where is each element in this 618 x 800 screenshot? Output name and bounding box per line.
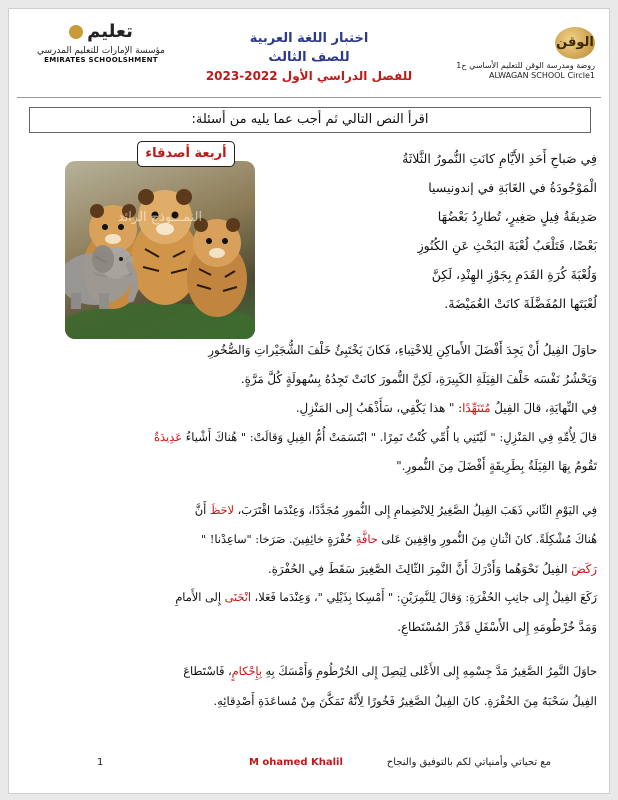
highlighted-word: لاحَظَ — [209, 504, 234, 517]
alwagan-logo-icon: الوقن — [555, 27, 595, 59]
story-line: الْمَوْجُودَةُ في الغَابَةِ في إندونيسيا — [428, 180, 597, 195]
taleem-logo-text: تعليم — [87, 21, 133, 42]
org-name-en: EMIRATES SCHOOLSHMENT — [44, 56, 158, 64]
author-name: M ohamed Khalil — [249, 757, 343, 768]
story-line — [154, 430, 597, 444]
highlighted-word: رَكَضَ — [571, 562, 597, 576]
school-name-ar: روضة ومدرسة الوقن للتعليم الأساسي ح1 — [456, 61, 595, 70]
org-logo-left — [21, 21, 181, 64]
story-line — [175, 591, 597, 604]
line-text: قالَ لِأُمِّهِ فِي المَنْزِلِ: " لَيْتَنِي يا أُمِّي كُنْتُ نَمِرًا. " ابْتَسَمَتْ أُمُّ الفِيلِ وَقالَتْ: " هُناكَ أَشْياءُ — [182, 430, 597, 444]
story-line — [201, 533, 597, 546]
header-divider — [17, 97, 601, 98]
story-line: الفِيلُ سَحْبَهُ مِنَ الحُفْرَةِ. كانَ الفِيلُ الصَّغِيرُ فَخُورًا لِأَنَّهُ تَمَكَّنَ مِنْ مُساعَدَةِ أَصْدِقائِهِ. — [213, 694, 597, 708]
story-line: بَعْضًا، فَتَلْعَبُ لُعْبَةَ البَحْثِ عَنِ الكُنُوزِ — [417, 238, 597, 253]
highlighted-word: عَدِيدَةٌ — [153, 430, 183, 444]
line-text: الفِيلُ نَحْوَهُما وَأَدْرَكَ أَنَّ النَّمِرَ الثّالِثَ الصَّغِيرَ سَقَطَ فِي الحُفْرَةِ. — [267, 562, 572, 576]
story-line: صَدِيقَةٌ فِيلٍ صَغِيرٍ، تُطارِدُ بَعْضُهَا — [437, 209, 597, 224]
line-text: هُناكَ مُشْكِلَةً. كانَ اثْنانِ مِنَ النُّمورِ واقِفِينَ عَلى — [377, 533, 597, 546]
story-line: فِي صَباحِ أَحَدِ الأَيَّامِ كانَتِ النُّمورُ الثَّلاثَةُ — [402, 151, 597, 166]
line-text: فِي اليَوْمِ الثّاني ذَهَبَ الفِيلُ الصَّغِيرُ لِلانْضِمامِ إِلى النُّمورِ مُجَدَّدًا، وَعِنْدَما اقْتَرَبَ، — [233, 504, 597, 517]
exam-title: اختبار اللغة العربية — [249, 31, 369, 46]
story-line — [296, 401, 597, 415]
page-header — [9, 9, 609, 101]
line-text: رَكَعَ الفِيلُ إِلى جانِبِ الحُفْرَةِ: وَقالَ لِلنَّمِرَيْنِ: " أَمْسِكا بِذَيْلِي "، وَعِنْدَما فَعَلا، — [250, 591, 597, 604]
line-text: ، فَاسْتَطاعَ — [183, 665, 232, 678]
tiger-cub-right — [187, 218, 247, 317]
line-text: أَنَّ — [194, 504, 210, 517]
exam-grade: للصف الثالث — [268, 50, 350, 65]
school-name-en: ALWAGAN SCHOOL Circle1 — [488, 71, 595, 80]
story-line — [268, 562, 597, 576]
highlighted-word: انْحَنَى — [224, 591, 251, 604]
story-line: وَمَدَّ خُرْطُومَهِ إِلى الأَسْفَلِ قَدْرَ المُسْتَطاعِ. — [397, 620, 597, 634]
story-line: حاوَلَ الفِيلُ أَنْ يَجِدَ أَفْضَلَ الأَماكِنِ لِلاخْتِباءِ، فَكانَ يَخْتَبِئُ خَلْفَ الشُّجَيْراتِ وَالصُّخُورِ — [208, 343, 597, 357]
exam-page — [8, 8, 610, 794]
story-line: وَيَحْشُرُ نَفْسَه خَلْفَ الفِيَلَةِ الكَبِيرَةِ، لَكِنَّ النُّمورَ كانَتْ تَجِدُهُ بِسُهولَةٍ كُلَّ مَرَّةٍ. — [240, 372, 597, 386]
watermark-text: النمـــوذج الرائد — [117, 210, 203, 225]
line-text: : " هذا يَكْفِي، سَأَذْهَبُ إِلى المَنْزِلِ. — [295, 401, 463, 415]
taleem-logo — [69, 21, 133, 42]
line-text: حاوَلَ النَّمِرُ الصَّغِيرُ مَدَّ جِسْمِهِ إِلى الأَعْلى لِيَصِلَ إِلى الخُرْطُومِ وَأَمْسَكَ بِهِ — [261, 665, 597, 678]
highlighted-word: مُتَنَهِّدًا — [462, 401, 491, 415]
closing-wish: مع تحياتي وأمنياتي لكم بالتوفيق والنجاح — [386, 757, 551, 768]
school-logo-right — [455, 27, 595, 80]
highlighted-word: بِإِحْكامٍ — [231, 665, 262, 678]
highlighted-word: حافَّةِ — [355, 533, 378, 546]
story-line — [183, 665, 597, 678]
org-name-ar: مؤسسة الإمارات للتعليم المدرسي — [37, 46, 165, 56]
taleem-dot-icon — [69, 25, 83, 39]
exam-term: للفصل الدراسي الأول 2022-2023 — [205, 69, 413, 83]
tiger-elephant-illustration — [65, 161, 255, 339]
page-footer — [9, 751, 609, 775]
line-text: فِي النِّهايَةِ، قالَ الفِيلُ — [490, 401, 597, 415]
story-line — [195, 504, 597, 517]
story-line: وَلُعْبَةَ كُرَةِ القَدَمِ بِجَوْزِ الهِنْدِ، لَكِنَّ — [431, 267, 597, 282]
instruction-box: اقرأ النص التالي ثم أجب عما يليه من أسئلة: — [29, 107, 591, 133]
tiger-cubs-image — [65, 161, 255, 339]
story-title-box: أربعة أصدقاء — [137, 141, 235, 167]
story-line: لُعْبَتَها المُفَضَّلَةَ كانَتْ الغُمَيْضَةَ. — [444, 296, 597, 311]
exam-heading — [199, 31, 419, 83]
line-text: إِلى الأَمامِ — [175, 591, 225, 604]
story-line: تَقُومُ بِهَا الفِيَلَةُ بِطَرِيقَةٍ أَفْضَلَ مِنَ النُّمورِ." — [396, 459, 597, 473]
line-text: حُفْرَةٍ خائِفِينَ. صَرَخا: "ساعِدْنا! " — [201, 533, 356, 546]
page-number: 1 — [97, 757, 104, 768]
